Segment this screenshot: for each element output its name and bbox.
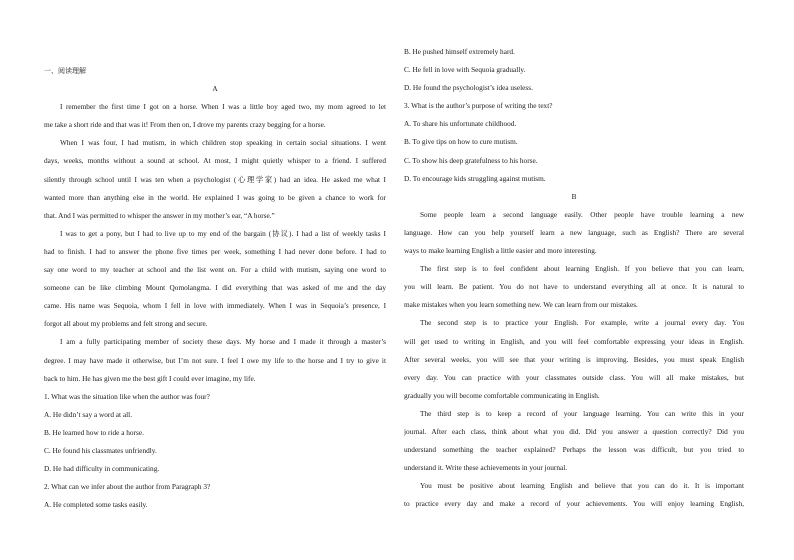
passage-b-line: ways to make learning English a little easier and more interesting. — [404, 246, 597, 256]
passage-a-line: silently through school until I was ten when a psychologist (心理学家) had an idea. He asked me what I — [44, 174, 386, 184]
answer-option: B. He learned how to ride a horse. — [44, 427, 144, 437]
answer-option: A. He completed some tasks easily. — [44, 500, 148, 510]
passage-a-line: I was to get a pony, but I had to live up to my end of the bargain (协议). I had a list of weekly tasks I — [60, 228, 386, 238]
passage-b-line: You must be positive about learning English and believe that you can do it. It is important — [420, 481, 744, 491]
passage-a-line: days, weeks, months without a sound at school. At most, I might quietly whisper to a friend. I suffered — [44, 156, 386, 166]
passage-a-line: had to finish. I had to answer the phone five times per week, something I had never done before. I had to — [44, 246, 386, 256]
passage-a-line: I am a fully participating member of society these days. My horse and I made it through a master’s — [60, 337, 386, 347]
answer-option: B. To give tips on how to cure mutism. — [404, 137, 518, 147]
passage-b-line: The third step is to keep a record of your language learning. You can write this in your — [420, 408, 744, 418]
passage-b-line: you will learn. Be patient. You do not have to understand everything all at once. It is natural to — [404, 282, 744, 292]
answer-option: B. He pushed himself extremely hard. — [404, 47, 515, 56]
question-line: 3. What is the author’s purpose of writing the text? — [404, 101, 553, 111]
question-line: 1. What was the situation like when the author was four? — [44, 391, 210, 401]
right-column — [404, 43, 744, 513]
passage-a-line: I remember the first time I got on a horse. When I was a little boy aged two, my mom agreed to let — [60, 102, 386, 112]
section-heading: 一、阅读理解 — [44, 67, 86, 75]
passage-a-label: A — [212, 84, 218, 94]
passage-b-line: gradually you will become comfortable communicating in English. — [404, 390, 600, 400]
passage-b-line: will get used to writing in English, and you will feel comfortable expressing your ideas in English. — [404, 336, 744, 346]
passage-b-line: Some people learn a second language easily. Other people have trouble learning a new — [420, 209, 744, 219]
answer-option: D. He had difficulty in communicating. — [44, 464, 160, 474]
passage-b-line: The first step is to feel confident about learning English. If you believe that you can learn, — [420, 264, 744, 274]
answer-option: C. He found his classmates unfriendly. — [44, 445, 157, 455]
passage-a-line: came. His name was Sequoia, whom I fell in love with immediately. When I was in Sequoia’s presence, I — [44, 301, 386, 311]
passage-b-line: understand something the teacher explained? Perhaps the lesson was difficult, but you tried to — [404, 445, 744, 455]
passage-a-line: back to him. He has given me the best gift I could ever imagine, my life. — [44, 373, 256, 383]
answer-option: D. To encourage kids struggling against mutism. — [404, 173, 546, 183]
passage-a-line: When I was four, I had mutism, in which children stop speaking in certain social situations. I went — [60, 138, 386, 148]
passage-b-line: language. How can you help yourself learn a new language, such as English? There are several — [404, 227, 744, 237]
answer-option: A. To share his unfortunate childhood. — [404, 119, 517, 129]
passage-b-line: to practice every day and make a record of your achievements. You will enjoy learning English, — [404, 499, 744, 509]
passage-b-label: B — [571, 191, 577, 201]
passage-a-line: that. And I was permitted to whisper the answer in my mother’s ear, “A horse.” — [44, 210, 275, 220]
question-line: 2. What can we infer about the author from Paragraph 3? — [44, 482, 211, 492]
passage-b-line: The second step is to practice your English. For example, write a journal every day. You — [420, 318, 744, 328]
passage-a-line: me take a short ride and that was it! From then on, I drove my parents crazy begging for a horse. — [44, 120, 326, 130]
passage-a-line: wanted more than anything else in the world. He explained I was going to be given a chance to work for — [44, 192, 386, 202]
passage-b-line: every day. You can practice with your classmates outside class. You will all make mistakes, but — [404, 372, 744, 382]
left-column — [44, 62, 386, 514]
answer-option: C. To show his deep gratefulness to his horse. — [404, 155, 538, 165]
answer-option: D. He found the psychologist’s idea useless. — [404, 83, 533, 93]
passage-a-line: degree. I may have made it otherwise, but I’m not sure. I feel I owe my life to the horse and I try to give it — [44, 355, 386, 365]
passage-a-line: someone can be like climbing Mount Qomolangma. I did everything that was asked of me and the day — [44, 283, 386, 293]
answer-option: A. He didn’t say a word at all. — [44, 409, 133, 419]
answer-option: C. He fell in love with Sequoia gradually. — [404, 65, 526, 75]
passage-b-line: journal. After each class, think about what you did. Did you answer a question correctly? Did you — [404, 426, 744, 436]
passage-b-line: After several weeks, you will see that your writing is improving. Besides, you must speak English — [404, 354, 744, 364]
passage-b-line: understand it. Write these achievements in your journal. — [404, 463, 568, 473]
passage-a-line: forgot all about my problems and felt strong and secure. — [44, 319, 208, 329]
passage-b-line: make mistakes when you learn something new. We can learn from our mistakes. — [404, 300, 638, 310]
passage-a-line: say one word to my teacher at school and the list went on. For a child with mutism, saying one word to — [44, 265, 386, 275]
